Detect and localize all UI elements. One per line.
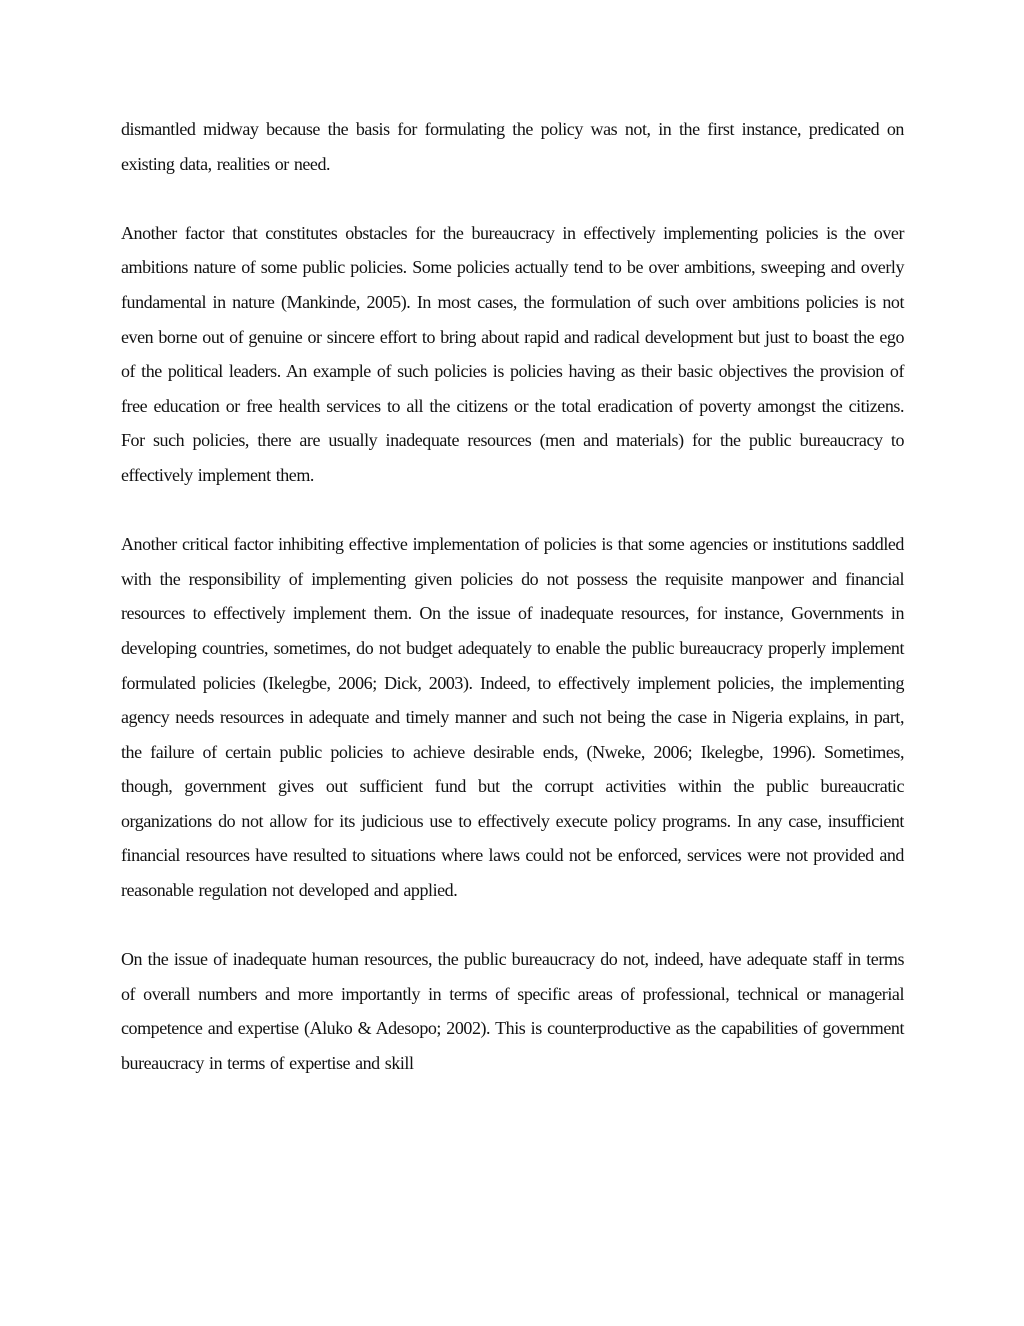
paragraph-continuation: dismantled midway because the basis for formulating the policy was not, in the first instance, predicated on existing data, realities or need.	[121, 119, 904, 174]
document-body	[121, 112, 904, 1081]
paragraph-inadequate-resources: Another critical factor inhibiting effective implementation of policies is that some agencies or institutions saddled with the responsibility of implementing given policies do not possess the requisite manpower and financial resources to effectively implement them. On the issue of inadequate resources, for instance, Governments in developing countries, sometimes, do not budget adequately to enable the public bureaucracy properly implement formulated policies (Ikelegbe, 2006; Dick, 2003). Indeed, to effectively implement policies, the implementing agency needs resources in adequate and timely manner and such not being the case in Nigeria explains, in part, the failure of certain public policies to achieve desirable ends, (Nweke, 2006; Ikelegbe, 1996). Sometimes, though, government gives out sufficient fund but the corrupt activities within the public bureaucratic organizations do not allow for its judicious use to effectively execute policy programs. In any case, insufficient financial resources have resulted to situations where laws could not be enforced, services were not provided and reasonable regulation not developed and applied.	[121, 534, 904, 901]
paragraph-over-ambitious-policies: Another factor that constitutes obstacles for the bureaucracy in effectively implementing policies is the over ambitions nature of some public policies. Some policies actually tend to be over ambitions, sweeping and overly fundamental in nature (Mankinde, 2005). In most cases, the formulation of such over ambitions policies is not even borne out of genuine or sincere effort to bring about rapid and radical development but just to boast the ego of the political leaders. An example of such policies is policies having as their basic objectives the provision of free education or free health services to all the citizens or the total eradication of poverty amongst the citizens. For such policies, there are usually inadequate resources (men and materials) for the public bureaucracy to effectively implement them.	[121, 222, 904, 485]
paragraph-human-resources: On the issue of inadequate human resources, the public bureaucracy do not, indeed, have adequate staff in terms of overall numbers and more importantly in terms of specific areas of professional, technical or managerial competence and expertise (Aluko & Adesopo; 2002). This is counterproductive as the capabilities of government bureaucracy in terms of expertise and skill	[121, 949, 904, 1074]
